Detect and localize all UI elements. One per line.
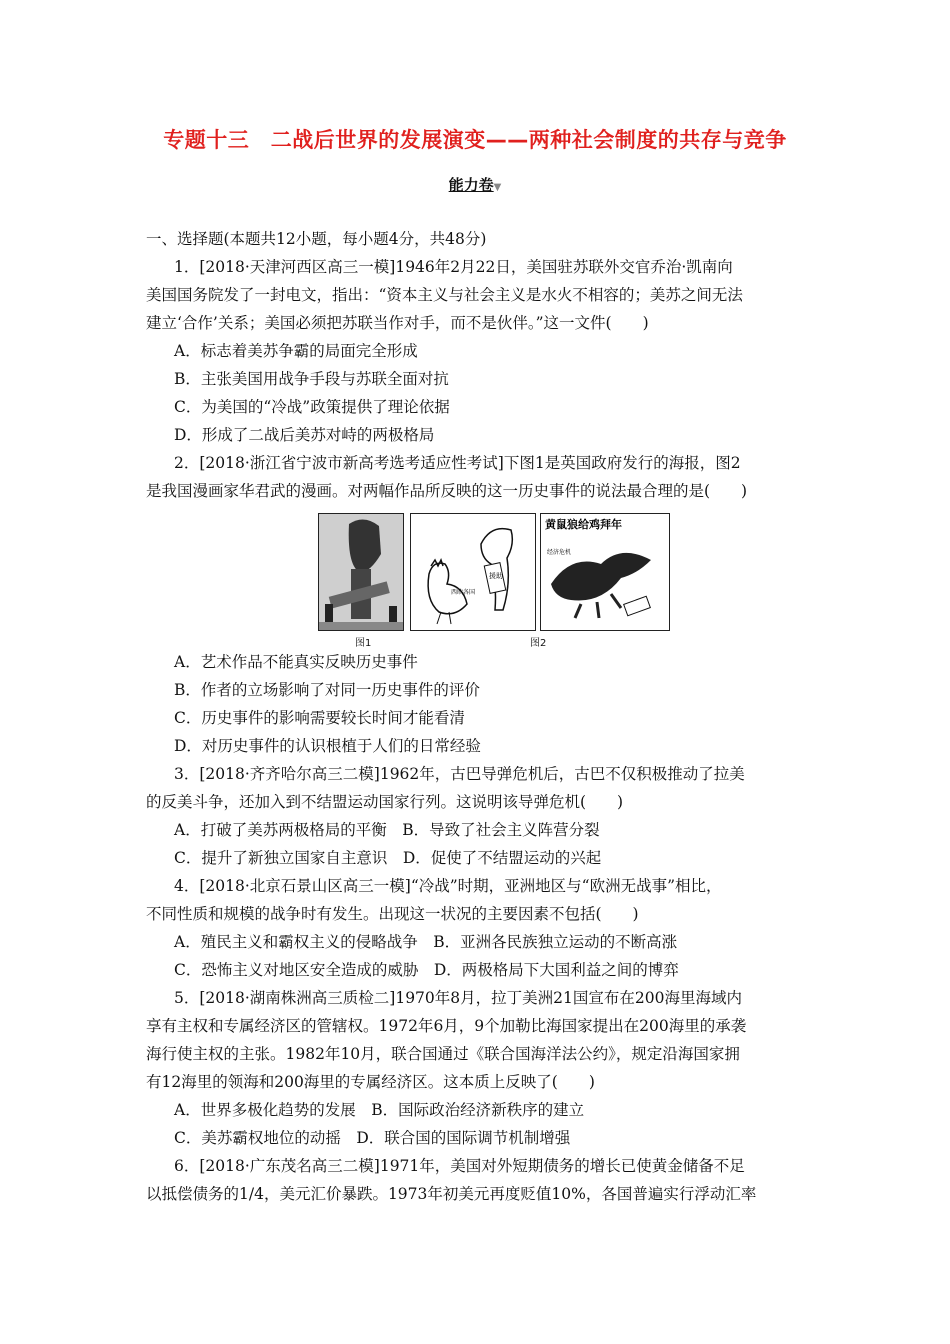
cartoon-panel-3 — [540, 513, 670, 631]
poster-illustration — [319, 514, 403, 630]
section-heading: 一、选择题(本题共12小题，每小题4分，共48分) — [146, 230, 487, 248]
text-line: 海行使主权的主张。1982年10月，联合国通过《联合国海洋法公约》，规定沿海国家拥 — [146, 1045, 740, 1063]
text-line: 建立‘合作’关系；美国必须把苏联当作对手，而不是伙伴。”这一文件( ) — [146, 314, 649, 332]
figure-illustrations — [318, 513, 668, 629]
text-line: 以抵偿债务的1/4，美元汇价暴跌。1973年初美元再度贬值10%，各国普遍实行浮动汇率 — [146, 1185, 757, 1203]
page-title: 专题十三 二战后世界的发展演变——两种社会制度的共存与竞争 — [163, 128, 787, 152]
text-line: 是我国漫画家华君武的漫画。对两幅作品所反映的这一历史事件的说法最合理的是( ) — [146, 482, 748, 500]
option-line: D．形成了二战后美苏对峙的两极格局 — [174, 426, 435, 444]
option-line: C．历史事件的影响需要较长时间才能看清 — [174, 709, 465, 727]
option-line: A．世界多极化趋势的发展 B．国际政治经济新秩序的建立 — [174, 1101, 585, 1119]
text-line: 3．[2018·齐齐哈尔高三二模]1962年，古巴导弹危机后，古巴不仅积极推动了拉美 — [174, 765, 745, 783]
triangle-icon: ▼ — [493, 182, 502, 193]
cartoon-panel-2 — [410, 513, 536, 631]
option-line: B．主张美国用战争手段与苏联全面对抗 — [174, 370, 449, 388]
text-line: 2．[2018·浙江省宁波市新高考选考适应性考试]下图1是英国政府发行的海报，图2 — [174, 454, 741, 472]
option-line: C．美苏霸权地位的动摇 D．联合国的国际调节机制增强 — [174, 1129, 571, 1147]
figure-1-caption: 图1 — [355, 638, 372, 649]
option-line: C．为美国的“冷战”政策提供了理论依据 — [174, 398, 450, 416]
option-line: C．提升了新独立国家自主意识 D．促使了不结盟运动的兴起 — [174, 849, 602, 867]
text-line: 有12海里的领海和200海里的专属经济区。这本质上反映了( ) — [146, 1073, 595, 1091]
poster-figure-1 — [318, 513, 404, 631]
rooster-weasel-illustration — [411, 514, 535, 630]
text-line: 5．[2018·湖南株洲高三质检二]1970年8月，拉丁美洲21国宣布在200海里海域内 — [174, 989, 742, 1007]
option-line: B．作者的立场影响了对同一历史事件的评价 — [174, 681, 480, 699]
option-line: C．恐怖主义对地区安全造成的威胁 D．两极格局下大国利益之间的博弈 — [174, 961, 679, 979]
crisis-label: 经济危机 — [547, 549, 572, 556]
text-line: 6．[2018·广东茂名高三二模]1971年，美国对外短期债务的增长已使黄金储备不足 — [174, 1157, 745, 1175]
text-line: 不同性质和规模的战争时有发生。出现这一状况的主要因素不包括( ) — [146, 905, 639, 923]
option-line: A．标志着美苏争霸的局面完全形成 — [174, 342, 418, 360]
text-line: 1．[2018·天津河西区高三一模]1946年2月22日，美国驻苏联外交官乔治·凯南向 — [174, 258, 733, 276]
text-line: 享有主权和专属经济区的管辖权。1972年6月，9个加勒比海国家提出在200海里的承袭 — [146, 1017, 747, 1035]
cartoon-title: 黄鼠狼给鸡拜年 — [545, 518, 622, 531]
option-line: A．艺术作品不能真实反映历史事件 — [174, 653, 418, 671]
option-line: D．对历史事件的认识根植于人们的日常经验 — [174, 737, 481, 755]
option-line: A．打破了美苏两极格局的平衡 B．导致了社会主义阵营分裂 — [174, 821, 600, 839]
west-europe-label: 西欧各国 — [451, 589, 476, 596]
text-line: 美国国务院发了一封电文，指出：“资本主义与社会主义是水火不相容的；美苏之间无法 — [146, 286, 743, 304]
help-label: 援助 — [489, 572, 503, 580]
section-subtitle: 能力卷▼ — [448, 176, 502, 194]
figure-2-caption: 图2 — [530, 638, 547, 649]
text-line: 4．[2018·北京石景山区高三一模]“冷战”时期，亚洲地区与“欧洲无战事”相比， — [174, 877, 722, 895]
weasel-new-year-illustration — [541, 514, 669, 630]
text-line: 的反美斗争，还加入到不结盟运动国家行列。这说明该导弹危机( ) — [146, 793, 624, 811]
option-line: A．殖民主义和霸权主义的侵略战争 B．亚洲各民族独立运动的不断高涨 — [174, 933, 678, 951]
